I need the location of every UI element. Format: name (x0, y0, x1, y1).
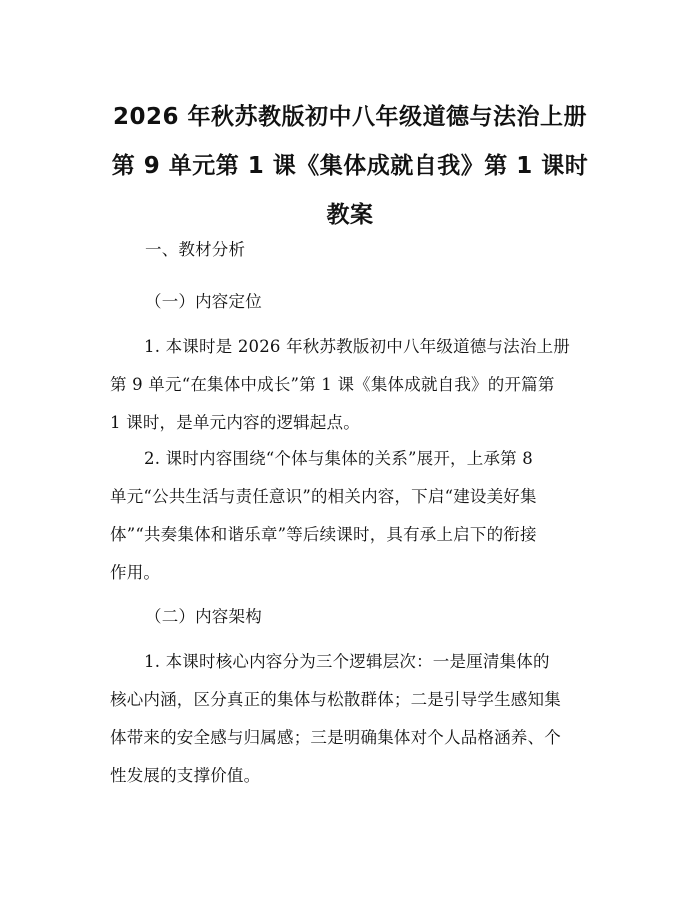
paragraph-line: 性发展的支撑价值。 (110, 766, 261, 785)
title-line-2: 第 9 单元第 1 课《集体成就自我》第 1 课时 (111, 153, 589, 180)
subheading-content-structure: （二）内容架构 (145, 607, 262, 626)
paragraph-line: 1. 本课时核心内容分为三个逻辑层次：一是厘清集体的 (144, 652, 550, 671)
paragraph-line: 核心内涵，区分真正的集体与松散群体；二是引导学生感知集 (110, 690, 561, 709)
document-title (90, 93, 610, 240)
subheading-content-positioning: （一）内容定位 (145, 292, 262, 311)
paragraph-line: 体”“共奏集体和谐乐章”等后续课时，具有承上启下的衔接 (110, 525, 537, 544)
paragraph-line: 1 课时，是单元内容的逻辑起点。 (110, 413, 360, 432)
paragraph-line: 1. 本课时是 2026 年秋苏教版初中八年级道德与法治上册 (144, 337, 570, 356)
title-line-3: 教案 (326, 202, 374, 229)
paragraph-line: 体带来的安全感与归属感；三是明确集体对个人品格涵养、个 (110, 728, 561, 747)
paragraph-content-structure-1 (110, 643, 590, 795)
paragraph-content-positioning-1 (110, 328, 590, 442)
section-heading-teaching-material-analysis: 一、教材分析 (145, 240, 246, 259)
paragraph-line: 2. 课时内容围绕“个体与集体的关系”展开，上承第 8 (144, 449, 534, 468)
paragraph-content-positioning-2 (110, 440, 590, 592)
paragraph-line: 单元“公共生活与责任意识”的相关内容，下启“建设美好集 (110, 487, 537, 506)
paragraph-line: 第 9 单元“在集体中成长”第 1 课《集体成就自我》的开篇第 (110, 375, 555, 394)
paragraph-line: 作用。 (110, 563, 161, 582)
title-line-1: 2026 年秋苏教版初中八年级道德与法治上册 (112, 104, 588, 131)
